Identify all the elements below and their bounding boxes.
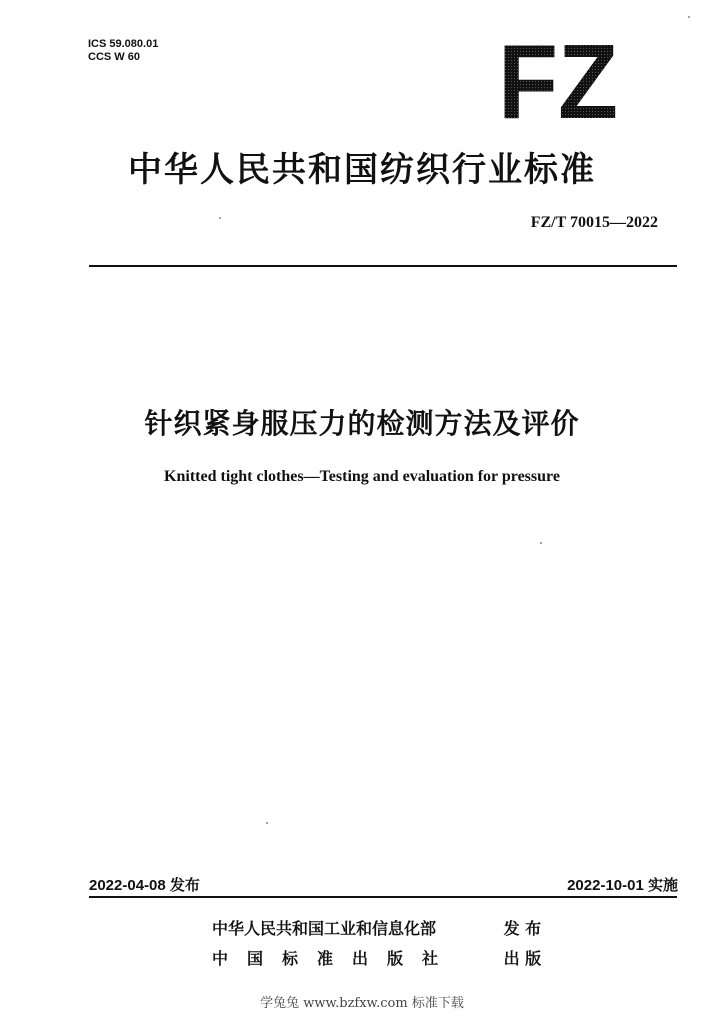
document-title-chinese: 针织紧身服压力的检测方法及评价 [144, 407, 580, 440]
scan-speck [688, 16, 690, 18]
implementation-date: 2022-10-01 实施 [567, 877, 678, 894]
scan-speck [266, 822, 268, 824]
publish-date: 2022-04-08 发布 [89, 877, 200, 894]
ics-code: ICS 59.080.01 [88, 38, 159, 50]
classification-codes [88, 38, 158, 64]
publisher-row-press [212, 946, 541, 969]
press-role: 出 版 [503, 949, 542, 968]
ccs-code: CCS W 60 [88, 51, 140, 63]
issuer-role: 发 布 [503, 919, 542, 938]
issuing-organization: 中华人民共和国工业和信息化部 [212, 919, 437, 938]
publishing-house: 中国标准出版社 [212, 949, 458, 968]
publisher-row-issuer [212, 916, 541, 939]
fz-logo [496, 36, 620, 126]
standard-number: FZ/T 70015—2022 [530, 214, 658, 231]
scan-speck [540, 542, 542, 544]
download-watermark: 学兔兔 www.bzfxw.com 标准下载 [260, 996, 464, 1011]
scan-speck [219, 217, 221, 219]
document-title-english: Knitted tight clothes—Testing and evaluation for pressure [164, 468, 560, 485]
top-divider [89, 265, 677, 267]
bottom-divider [89, 896, 677, 898]
fz-logo-mark [496, 36, 620, 122]
industry-standard-title: 中华人民共和国纺织行业标准 [128, 150, 596, 190]
fz-logo-text: FZ [498, 36, 618, 122]
